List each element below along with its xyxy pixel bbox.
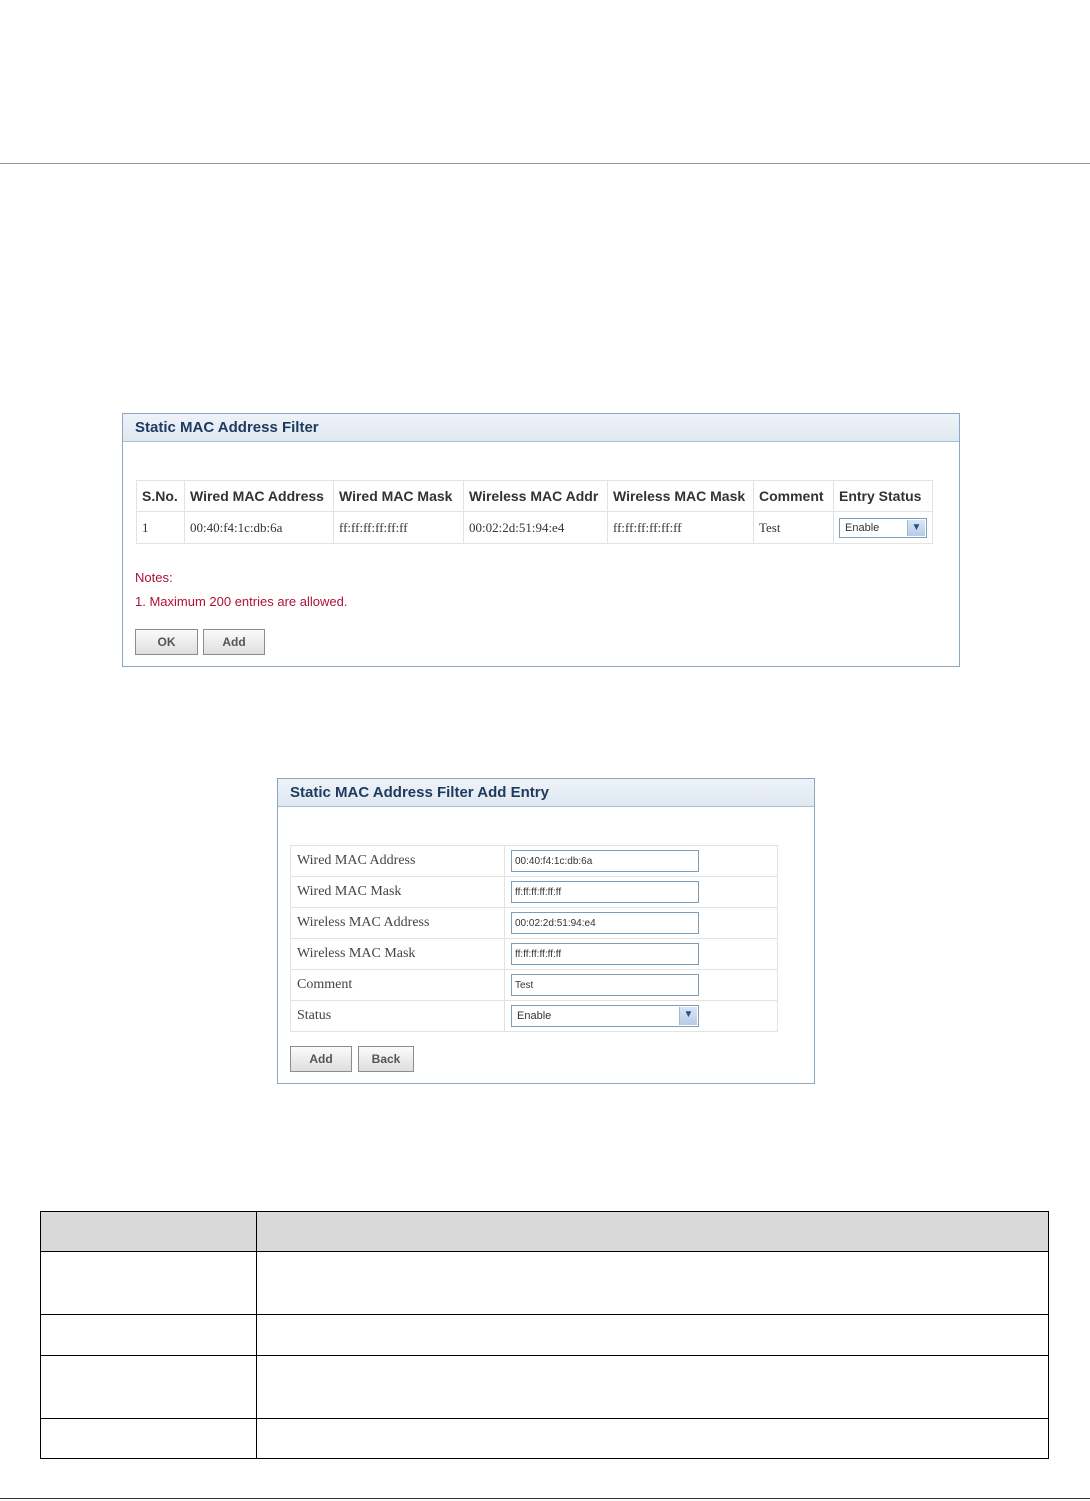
col-header-entry-status: Entry Status (834, 481, 933, 512)
doc-table-cell (257, 1315, 1049, 1356)
add-entry-panel (277, 778, 815, 1084)
panel-title: Static MAC Address Filter Add Entry (278, 779, 814, 807)
chevron-down-icon[interactable]: ▼ (679, 1007, 697, 1025)
table-row (137, 512, 933, 544)
doc-table-cell (257, 1356, 1049, 1419)
form-row-wired-mask (291, 877, 778, 908)
add-entry-form (290, 845, 778, 1032)
col-header-wireless-mac: Wireless MAC Addr (464, 481, 608, 512)
mac-filter-table (136, 480, 933, 544)
note-max-entries: 1. Maximum 200 entries are allowed. (135, 594, 348, 609)
col-header-sno: S.No. (137, 481, 185, 512)
doc-table-header-row (41, 1212, 1049, 1252)
doc-table-cell (257, 1252, 1049, 1315)
wired-mac-input[interactable]: 00:40:f4:1c:db:6a (511, 850, 699, 872)
back-button[interactable]: Back (358, 1046, 414, 1072)
wireless-mac-label: Wireless MAC Address (291, 908, 505, 939)
doc-table-header-cell (41, 1212, 257, 1252)
footer-divider (0, 1498, 1090, 1499)
wired-mac-label: Wired MAC Address (291, 846, 505, 877)
cell-wired-mac: 00:40:f4:1c:db:6a (185, 512, 334, 544)
form-row-status (291, 1001, 778, 1032)
form-row-comment (291, 970, 778, 1001)
status-select-value: Enable (517, 1010, 552, 1022)
doc-table-cell (41, 1252, 257, 1315)
doc-table-header-cell (257, 1212, 1049, 1252)
wired-mask-label: Wired MAC Mask (291, 877, 505, 908)
doc-table-cell (257, 1419, 1049, 1459)
wireless-mask-input[interactable]: ff:ff:ff:ff:ff:ff (511, 943, 699, 965)
cell-wireless-mask: ff:ff:ff:ff:ff:ff (608, 512, 754, 544)
col-header-wired-mask: Wired MAC Mask (334, 481, 464, 512)
doc-table-row (41, 1315, 1049, 1356)
status-select[interactable] (511, 1005, 699, 1027)
cell-wireless-mac: 00:02:2d:51:94:e4 (464, 512, 608, 544)
form-row-wireless-mac (291, 908, 778, 939)
wireless-mac-input[interactable]: 00:02:2d:51:94:e4 (511, 912, 699, 934)
header-divider (0, 163, 1090, 164)
form-row-wired-mac (291, 846, 778, 877)
doc-table-cell (41, 1315, 257, 1356)
doc-table-row (41, 1252, 1049, 1315)
cell-sno: 1 (137, 512, 185, 544)
entry-status-value: Enable (845, 521, 880, 534)
comment-label: Comment (291, 970, 505, 1001)
chevron-down-icon[interactable]: ▼ (907, 520, 925, 536)
wired-mask-input[interactable]: ff:ff:ff:ff:ff:ff (511, 881, 699, 903)
comment-input[interactable]: Test (511, 974, 699, 996)
notes-title: Notes: (135, 570, 173, 585)
ok-button[interactable]: OK (135, 629, 198, 655)
form-row-wireless-mask (291, 939, 778, 970)
entry-status-select[interactable] (839, 518, 927, 538)
doc-table-cell (41, 1419, 257, 1459)
wireless-mask-label: Wireless MAC Mask (291, 939, 505, 970)
panel-title: Static MAC Address Filter (123, 414, 959, 442)
cell-wired-mask: ff:ff:ff:ff:ff:ff (334, 512, 464, 544)
parameter-description-table (40, 1211, 1049, 1459)
cell-entry-status (834, 512, 933, 544)
add-entry-button[interactable]: Add (203, 629, 265, 655)
table-header-row (137, 481, 933, 512)
col-header-comment: Comment (754, 481, 834, 512)
add-button[interactable]: Add (290, 1046, 352, 1072)
doc-table-row (41, 1356, 1049, 1419)
cell-comment: Test (754, 512, 834, 544)
col-header-wireless-mask: Wireless MAC Mask (608, 481, 754, 512)
static-mac-filter-panel (122, 413, 960, 667)
col-header-wired-mac: Wired MAC Address (185, 481, 334, 512)
doc-table-row (41, 1419, 1049, 1459)
status-label: Status (291, 1001, 505, 1032)
doc-table-cell (41, 1356, 257, 1419)
